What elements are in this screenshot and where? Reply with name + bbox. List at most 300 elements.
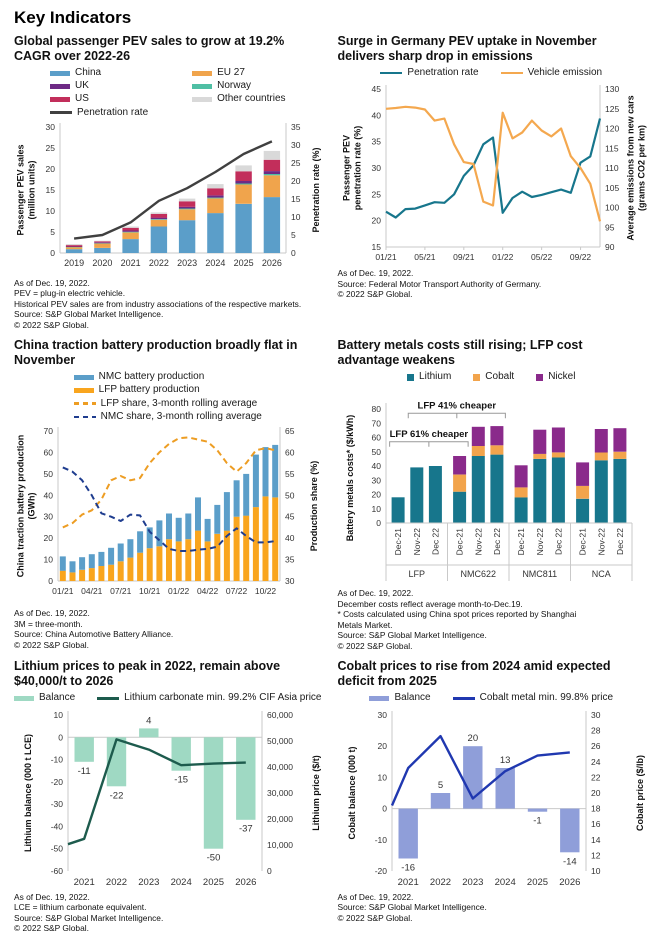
svg-text:0: 0	[50, 247, 55, 258]
svg-text:0: 0	[381, 803, 387, 814]
svg-text:Dec 22: Dec 22	[491, 528, 502, 556]
svg-text:50: 50	[371, 447, 381, 458]
legend-swatch-line	[50, 111, 72, 114]
bar-segment-Cobalt	[514, 488, 527, 498]
svg-text:90: 90	[604, 242, 614, 253]
legend-swatch-bar	[50, 71, 70, 76]
footnote-line: Source: Federal Motor Transport Authority of Germany.	[337, 278, 542, 289]
bar-value-label: 13	[499, 754, 510, 766]
legend-label: Cobalt	[485, 371, 515, 383]
footnote-line: Metals Market.	[337, 619, 393, 630]
bar-value-label: -16	[400, 862, 415, 874]
svg-text:50: 50	[43, 468, 53, 479]
svg-text:Passenger PEVpenetration rate: Passenger PEVpenetration rate (%)	[341, 125, 362, 211]
bar-segment-LFP battery production	[263, 496, 269, 581]
svg-text:15: 15	[291, 193, 301, 204]
footnote-line: As of Dec. 19, 2022.	[14, 277, 90, 288]
legend-item	[50, 67, 148, 79]
legend-label: Balance	[39, 692, 76, 704]
svg-text:Cobalt price ($/lb): Cobalt price ($/lb)	[634, 754, 645, 831]
chart-title: Cobalt prices to rise from 2024 amid expected deficit from 2025	[337, 659, 611, 689]
svg-text:Dec-21: Dec-21	[577, 528, 588, 556]
bar-segment-Other countries	[66, 244, 82, 245]
legend-swatch-line	[501, 72, 523, 75]
bar-segment-Norway	[151, 219, 167, 220]
svg-text:-40: -40	[50, 821, 63, 832]
svg-text:Nov-22: Nov-22	[595, 528, 606, 556]
legend-label: US	[74, 93, 89, 105]
svg-text:20: 20	[377, 740, 387, 751]
bar-segment-UK	[264, 171, 280, 174]
svg-text:10/22: 10/22	[254, 586, 277, 596]
legend-label: UK	[74, 80, 89, 92]
svg-text:50,000: 50,000	[267, 735, 293, 746]
footnotes	[14, 608, 322, 650]
bar-segment-US	[235, 171, 251, 181]
balance-bar	[495, 768, 514, 809]
bar-segment-LFP battery production	[127, 558, 133, 581]
bar-segment-EU 27	[179, 209, 195, 220]
legend-item	[97, 692, 321, 704]
svg-text:2021: 2021	[120, 257, 141, 268]
svg-text:-10: -10	[374, 834, 387, 845]
legend-label: Other countries	[217, 93, 286, 105]
svg-text:30: 30	[371, 163, 381, 174]
legend	[74, 371, 262, 423]
bar-value-label: 4	[146, 715, 152, 727]
bar-segment-US	[151, 214, 167, 218]
svg-text:2022: 2022	[148, 257, 169, 268]
bar-segment-LFP battery production	[166, 539, 172, 581]
svg-text:65: 65	[285, 426, 295, 436]
bar-value-label: -11	[77, 765, 91, 777]
bar-segment-Cobalt	[594, 453, 607, 461]
footnote-line: PEV = plug-in electric vehicle.	[14, 288, 126, 299]
svg-text:130: 130	[604, 84, 619, 95]
svg-text:0: 0	[267, 865, 272, 876]
svg-text:Dec-21: Dec-21	[454, 528, 465, 556]
bar-segment-NMC battery production	[176, 518, 182, 542]
svg-text:China traction battery product: China traction battery production(GWh)	[15, 434, 37, 578]
svg-text:12: 12	[590, 850, 600, 861]
balance-bar	[204, 737, 223, 848]
svg-text:30: 30	[371, 475, 381, 486]
bar-segment-NMC battery production	[127, 539, 133, 557]
bar-segment-Other countries	[207, 184, 223, 188]
bar-segment-NMC battery production	[185, 514, 191, 540]
svg-text:10,000: 10,000	[267, 839, 293, 850]
bar-segment-US	[207, 188, 223, 195]
svg-text:26: 26	[590, 740, 600, 751]
svg-text:-20: -20	[50, 776, 63, 787]
svg-text:5: 5	[50, 226, 55, 237]
svg-text:15: 15	[371, 242, 381, 253]
panel-pev-sales	[14, 34, 322, 330]
svg-text:04/21: 04/21	[81, 586, 103, 596]
svg-text:35: 35	[371, 136, 381, 147]
svg-text:Nov-22: Nov-22	[411, 528, 422, 556]
svg-text:2021: 2021	[397, 876, 419, 888]
comparison-bracket	[408, 414, 505, 419]
bar-segment-NMC battery production	[205, 519, 211, 542]
svg-text:30: 30	[291, 139, 301, 150]
svg-text:05/21: 05/21	[413, 252, 436, 263]
svg-text:0: 0	[291, 247, 296, 258]
legend-label: LFP share, 3-month rolling average	[100, 397, 258, 409]
legend-item	[74, 384, 262, 396]
footnote-line: © 2022 S&P Global.	[14, 319, 89, 330]
bar-segment-NMC battery production	[214, 505, 220, 534]
footnote-line: As of Dec. 19, 2022.	[14, 891, 90, 902]
svg-text:04/22: 04/22	[196, 586, 219, 596]
svg-text:24: 24	[590, 756, 600, 767]
bar-segment-EU 27	[235, 184, 251, 203]
chart-title: Battery metals costs still rising; LFP cost advantage weakens	[337, 338, 583, 367]
legend-swatch-line	[97, 697, 119, 700]
svg-text:2026: 2026	[261, 257, 282, 268]
legend-label: Norway	[217, 80, 252, 92]
footnote-line: * Costs calculated using China spot prices reported by Shanghai	[337, 609, 577, 620]
production-bars	[60, 445, 278, 581]
svg-text:30: 30	[43, 511, 53, 522]
svg-text:10: 10	[45, 205, 55, 216]
svg-text:01/22: 01/22	[168, 586, 190, 596]
svg-text:2022: 2022	[429, 876, 451, 888]
bar-segment-China	[66, 249, 82, 253]
panel-cobalt-prices	[338, 659, 646, 933]
svg-text:35: 35	[291, 121, 301, 132]
footnote-line: Historical PEV sales are from industry associations of the respective markets.	[14, 298, 302, 309]
bar-segment-NMC battery production	[137, 531, 143, 552]
svg-text:2023: 2023	[138, 876, 160, 888]
legend-label: Lithium	[419, 371, 452, 383]
legend-label: Penetration rate	[407, 67, 479, 78]
svg-text:Penetration rate (%): Penetration rate (%)	[311, 147, 321, 233]
bar-segment-LFP battery production	[89, 568, 95, 581]
bar-segment-LFP battery production	[224, 531, 230, 581]
svg-text:120: 120	[604, 123, 619, 134]
panel-battery-metals-costs	[338, 338, 646, 651]
balance-bar	[430, 793, 449, 809]
bar-segment-US	[264, 160, 280, 171]
bar-segment-NMC battery production	[234, 480, 240, 516]
bar-segment-Norway	[179, 208, 195, 209]
svg-text:115: 115	[604, 143, 619, 154]
svg-text:15: 15	[45, 184, 55, 195]
balance-bars	[398, 746, 579, 858]
legend-swatch-bar	[74, 388, 94, 393]
svg-text:Dec-21: Dec-21	[515, 528, 526, 556]
bar-segment-EU 27	[94, 243, 110, 247]
svg-text:Dec 22: Dec 22	[429, 528, 440, 556]
svg-text:10: 10	[43, 554, 53, 565]
bar-segment-LFP battery production	[147, 548, 153, 581]
footnotes	[338, 892, 646, 924]
balance-bar	[139, 728, 158, 737]
legend-item	[192, 93, 285, 105]
svg-text:40: 40	[371, 461, 381, 472]
bar-value-label: -1	[532, 815, 542, 827]
legend-swatch-bar	[74, 375, 94, 380]
chart-title: Surge in Germany PEV uptake in November delivers sharp drop in emissions	[337, 34, 597, 63]
bar-segment-UK	[94, 242, 110, 243]
balance-bar	[398, 808, 417, 858]
bar-segment-Lithium	[428, 466, 441, 523]
bar-segment-Other countries	[179, 198, 195, 201]
legend-swatch-bar	[369, 696, 389, 701]
bar-segment-NMC battery production	[89, 554, 95, 568]
svg-text:100: 100	[604, 202, 619, 213]
bar-segment-Other countries	[235, 165, 251, 171]
svg-text:20: 20	[43, 533, 53, 544]
balance-bar	[527, 808, 546, 811]
svg-text:110: 110	[604, 163, 619, 174]
svg-text:25: 25	[291, 157, 301, 168]
svg-text:40: 40	[371, 110, 381, 121]
bar-segment-Nickel	[613, 429, 626, 453]
svg-text:16: 16	[590, 818, 600, 829]
svg-text:Dec 22: Dec 22	[552, 528, 563, 556]
legend-item	[369, 692, 430, 704]
bar-segment-LFP battery production	[234, 517, 240, 581]
svg-text:2026: 2026	[235, 876, 257, 888]
legend-label: Nickel	[548, 371, 576, 383]
chart-title: China traction battery production broadly flat in November	[14, 338, 298, 367]
svg-text:60: 60	[371, 432, 381, 443]
bar-segment-Lithium	[391, 498, 404, 524]
footnote-line: Source: S&P Global Market Intelligence.	[14, 912, 164, 923]
legend-label: Vehicle emission	[527, 67, 603, 78]
bar-value-label: -15	[174, 774, 189, 786]
legend-label: EU 27	[217, 67, 245, 78]
svg-text:2024: 2024	[205, 257, 226, 268]
legend-item	[50, 107, 148, 119]
bar-segment-LFP battery production	[108, 565, 114, 581]
bar-segment-EU 27	[264, 175, 280, 197]
legend-swatch-bar	[192, 71, 212, 76]
svg-text:25: 25	[45, 142, 55, 153]
bar-segment-NMC battery production	[253, 455, 259, 508]
bar-value-label: -50	[206, 852, 221, 864]
svg-text:105: 105	[604, 182, 619, 193]
legend-item	[14, 692, 75, 704]
legend-label: NMC battery production	[98, 371, 205, 383]
balance-bar	[236, 737, 255, 820]
legend-swatch-square	[407, 374, 414, 381]
svg-text:2019: 2019	[64, 257, 85, 268]
svg-text:60: 60	[285, 447, 295, 458]
bracket-label: LFP 41% cheaper	[417, 400, 496, 412]
bar-segment-Norway	[264, 174, 280, 175]
svg-text:20,000: 20,000	[267, 813, 293, 824]
bar-segment-Norway	[235, 183, 251, 184]
legend-label: NMC share, 3-month rolling average	[100, 410, 262, 422]
footnote-line: As of Dec. 19, 2022.	[337, 588, 414, 599]
balance-bar	[75, 737, 94, 762]
bar-segment-Other countries	[151, 212, 167, 214]
legend-item	[453, 692, 613, 704]
bar-value-label: 20	[467, 732, 478, 744]
chart-battery-production	[14, 423, 326, 605]
sales-bars	[66, 151, 280, 253]
legend-swatch-bar	[192, 84, 212, 89]
svg-text:2024: 2024	[494, 876, 516, 888]
legend-swatch-line	[453, 697, 475, 700]
bar-value-label: 5	[437, 779, 443, 791]
svg-text:2020: 2020	[92, 257, 113, 268]
legend-swatch-square	[536, 374, 543, 381]
legend	[338, 692, 646, 704]
svg-text:20: 20	[590, 787, 600, 798]
svg-text:35: 35	[285, 554, 295, 565]
bar-segment-US	[122, 228, 138, 231]
legend-swatch-dashed	[74, 416, 96, 419]
bar-segment-NMC battery production	[263, 447, 269, 496]
svg-text:2022: 2022	[105, 876, 128, 888]
bar-segment-NMC battery production	[243, 474, 249, 516]
bar-segment-LFP battery production	[253, 507, 259, 581]
svg-text:55: 55	[285, 468, 295, 479]
svg-text:60,000: 60,000	[267, 709, 293, 720]
svg-text:80: 80	[371, 404, 381, 415]
svg-text:LFP: LFP	[407, 569, 425, 580]
svg-text:NMC811: NMC811	[521, 569, 557, 580]
svg-text:0: 0	[58, 731, 63, 742]
bar-segment-NMC battery production	[79, 557, 85, 570]
bar-segment-Lithium	[410, 468, 423, 524]
bar-segment-Nickel	[551, 428, 564, 453]
svg-text:2025: 2025	[526, 876, 548, 888]
svg-text:-30: -30	[50, 798, 63, 809]
svg-text:01/21: 01/21	[52, 586, 74, 596]
bracket-label: LFP 61% cheaper	[389, 429, 468, 441]
legend-swatch-dashed	[74, 402, 96, 405]
svg-text:07/21: 07/21	[110, 586, 132, 596]
svg-text:50: 50	[285, 490, 295, 501]
bar-segment-NMC battery production	[70, 561, 76, 572]
bar-segment-NMC battery production	[156, 520, 162, 546]
footnote-line: © 2022 S&P Global.	[337, 912, 413, 923]
svg-text:2025: 2025	[233, 257, 254, 268]
legend-swatch-bar	[50, 97, 70, 102]
bar-segment-EU 27	[122, 232, 138, 239]
svg-text:2025: 2025	[202, 876, 225, 888]
bar-segment-NMC battery production	[195, 497, 201, 530]
legend-swatch-line	[380, 72, 402, 75]
bar-segment-Cobalt	[490, 446, 503, 455]
chart-title: Global passenger PEV sales to grow at 19.2% CAGR over 2022-26	[14, 34, 285, 63]
bar-segment-Other countries	[264, 151, 280, 160]
bar-segment-Lithium	[490, 455, 503, 523]
bar-segment-LFP battery production	[118, 561, 124, 581]
bar-segment-UK	[179, 207, 195, 209]
bar-segment-Lithium	[471, 456, 484, 523]
legend-label: Cobalt metal min. 99.8% price	[479, 692, 614, 704]
svg-text:20: 20	[371, 215, 381, 226]
svg-text:Dec-21: Dec-21	[392, 528, 403, 556]
legend-item	[501, 67, 602, 79]
footnote-line: LCE = lithium carbonate equivalent.	[14, 902, 147, 913]
bar-segment-NMC battery production	[224, 492, 230, 531]
bar-segment-US	[94, 241, 110, 242]
line-Vehicle emission	[386, 107, 600, 222]
bar-segment-Cobalt	[453, 475, 466, 492]
svg-text:Production share (%): Production share (%)	[309, 460, 319, 552]
bar-segment-Lithium	[453, 492, 466, 523]
bar-segment-Nickel	[490, 427, 503, 446]
bar-segment-China	[179, 220, 195, 253]
bar-segment-LFP battery production	[185, 539, 191, 581]
bar-segment-EU 27	[151, 220, 167, 227]
svg-text:Dec 22: Dec 22	[614, 528, 625, 556]
svg-text:95: 95	[604, 222, 614, 233]
svg-text:07/22: 07/22	[225, 586, 248, 596]
svg-text:30: 30	[45, 121, 55, 132]
bar-segment-Cobalt	[533, 454, 546, 459]
svg-text:Nov-22: Nov-22	[534, 528, 545, 556]
bar-segment-LFP battery production	[195, 531, 201, 581]
bar-segment-UK	[207, 195, 223, 197]
bar-segment-NMC battery production	[166, 514, 172, 540]
footnote-line: 3M = three-month.	[14, 618, 83, 629]
svg-text:10: 10	[291, 211, 301, 222]
svg-text:NCA: NCA	[591, 569, 611, 580]
legend-swatch-square	[473, 374, 480, 381]
bar-segment-UK	[151, 217, 167, 219]
footnotes	[14, 278, 322, 331]
footnote-line: © 2022 S&P Global.	[337, 640, 413, 651]
panel-lithium-prices	[14, 659, 322, 933]
svg-text:Average emissions from new car: Average emissions from new cars(grams CO2 per km)	[625, 95, 646, 241]
comparison-bracket	[389, 442, 468, 447]
legend-label: China	[74, 67, 102, 78]
bar-segment-LFP battery production	[79, 570, 85, 581]
chart-cobalt-prices	[338, 705, 650, 889]
bar-segment-Lithium	[514, 498, 527, 524]
bar-segment-Cobalt	[613, 452, 626, 459]
footnote-line: Source: S&P Global Market Intelligence.	[337, 902, 487, 913]
bar-segment-Nickel	[533, 430, 546, 454]
svg-text:40: 40	[43, 490, 53, 501]
legend-item	[380, 67, 478, 79]
panel-germany-emissions	[338, 34, 646, 330]
chart-germany-emissions	[338, 79, 650, 265]
bar-segment-Other countries	[94, 240, 110, 241]
bar-segment-LFP battery production	[156, 546, 162, 581]
svg-text:22: 22	[590, 772, 600, 783]
page-title: Key Indicators	[14, 8, 132, 27]
bar-segment-Lithium	[533, 459, 546, 523]
svg-text:10: 10	[53, 709, 63, 720]
svg-text:20: 20	[291, 175, 301, 186]
footnotes	[338, 268, 646, 300]
metal-cost-bars	[391, 427, 626, 524]
bar-segment-LFP battery production	[205, 541, 211, 581]
svg-text:25: 25	[371, 189, 381, 200]
bar-segment-UK	[66, 246, 82, 247]
footnote-line: Source: S&P Global Market Intelligence.	[337, 630, 487, 641]
legend-item	[192, 67, 285, 79]
bar-segment-China	[151, 226, 167, 253]
svg-text:30: 30	[377, 709, 387, 720]
legend-item	[407, 371, 451, 383]
balance-bar	[560, 808, 579, 852]
bar-value-label: -37	[238, 823, 253, 835]
svg-text:Cobalt balance (000 t): Cobalt balance (000 t)	[346, 746, 357, 840]
footnote-line: As of Dec. 19, 2022.	[14, 608, 90, 618]
bar-segment-US	[179, 201, 195, 207]
svg-text:Passenger PEV sales(million un: Passenger PEV sales(million units)	[15, 144, 37, 236]
